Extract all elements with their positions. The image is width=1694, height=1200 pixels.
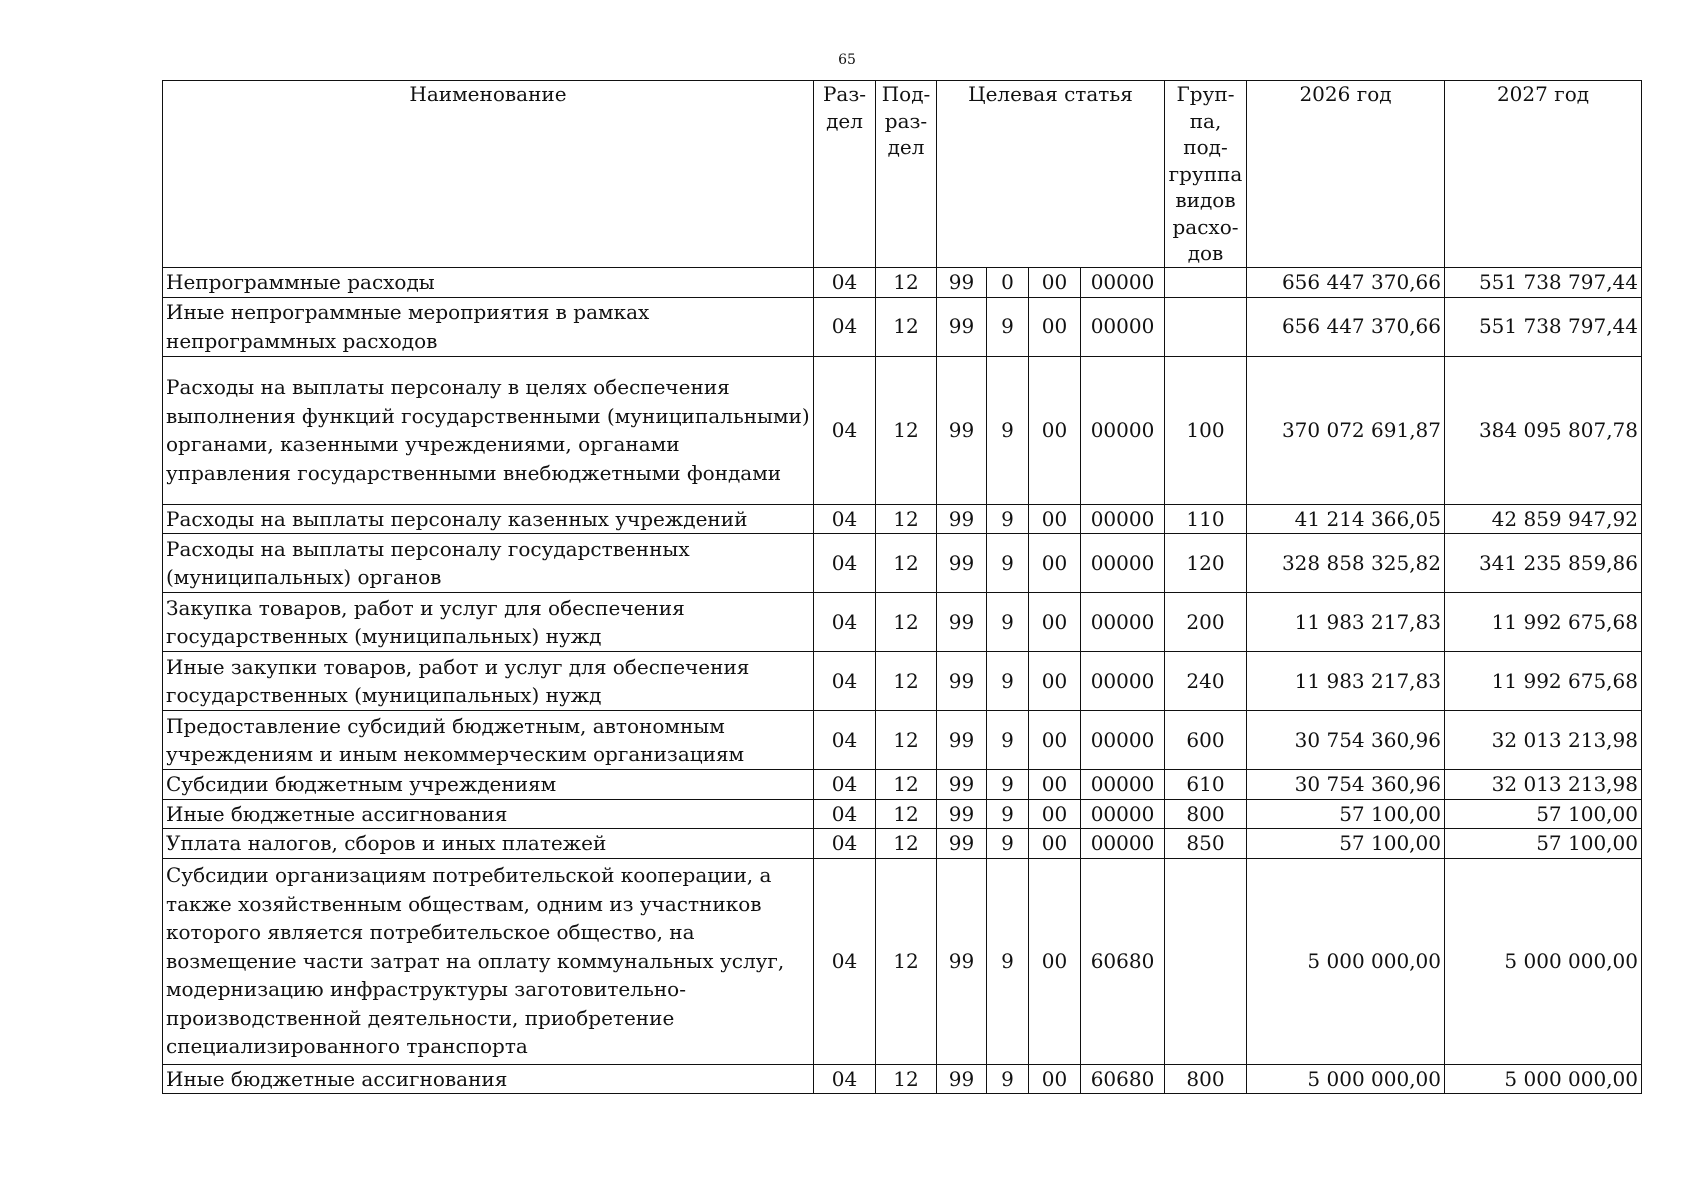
row-target-1: 99 bbox=[937, 652, 987, 711]
row-group: 800 bbox=[1165, 1064, 1247, 1094]
row-target-4: 00000 bbox=[1081, 711, 1165, 770]
row-group: 850 bbox=[1165, 829, 1247, 859]
row-target-1: 99 bbox=[937, 770, 987, 800]
row-podrazdel: 12 bbox=[876, 799, 937, 829]
table-row bbox=[163, 799, 1642, 829]
row-razdel: 04 bbox=[814, 504, 876, 534]
header-razdel: Раз- дел bbox=[814, 81, 876, 268]
header-2026: 2026 год bbox=[1247, 81, 1445, 268]
row-podrazdel: 12 bbox=[876, 858, 937, 1064]
row-target-1: 99 bbox=[937, 1064, 987, 1094]
row-name: Субсидии бюджетным учреждениям bbox=[163, 770, 814, 800]
row-razdel: 04 bbox=[814, 652, 876, 711]
row-2026: 30 754 360,96 bbox=[1247, 711, 1445, 770]
row-2026: 656 447 370,66 bbox=[1247, 297, 1445, 356]
table-row bbox=[163, 593, 1642, 652]
row-group bbox=[1165, 267, 1247, 297]
table-row bbox=[163, 504, 1642, 534]
table-header-row bbox=[163, 81, 1642, 268]
row-name: Иные бюджетные ассигнования bbox=[163, 799, 814, 829]
row-podrazdel: 12 bbox=[876, 770, 937, 800]
row-target-3: 00 bbox=[1029, 711, 1081, 770]
row-2026: 30 754 360,96 bbox=[1247, 770, 1445, 800]
row-target-4: 00000 bbox=[1081, 504, 1165, 534]
table-row bbox=[163, 858, 1642, 1064]
row-target-2: 9 bbox=[987, 1064, 1029, 1094]
row-name: Иные закупки товаров, работ и услуг для обеспечения государственных (муниципальных) нужд bbox=[163, 652, 814, 711]
row-podrazdel: 12 bbox=[876, 297, 937, 356]
row-target-1: 99 bbox=[937, 711, 987, 770]
table-row bbox=[163, 1064, 1642, 1094]
table-row bbox=[163, 356, 1642, 504]
row-2027: 11 992 675,68 bbox=[1445, 593, 1642, 652]
row-2027: 57 100,00 bbox=[1445, 829, 1642, 859]
row-target-4: 00000 bbox=[1081, 267, 1165, 297]
budget-table bbox=[162, 80, 1642, 1094]
row-2027: 42 859 947,92 bbox=[1445, 504, 1642, 534]
row-target-3: 00 bbox=[1029, 356, 1081, 504]
row-podrazdel: 12 bbox=[876, 356, 937, 504]
row-podrazdel: 12 bbox=[876, 829, 937, 859]
page-number: 65 bbox=[838, 52, 856, 68]
row-target-1: 99 bbox=[937, 858, 987, 1064]
row-2026: 57 100,00 bbox=[1247, 799, 1445, 829]
row-2026: 5 000 000,00 bbox=[1247, 1064, 1445, 1094]
row-podrazdel: 12 bbox=[876, 593, 937, 652]
row-2026: 370 072 691,87 bbox=[1247, 356, 1445, 504]
table-row bbox=[163, 652, 1642, 711]
row-target-2: 9 bbox=[987, 504, 1029, 534]
row-target-1: 99 bbox=[937, 267, 987, 297]
row-2026: 41 214 366,05 bbox=[1247, 504, 1445, 534]
row-target-2: 9 bbox=[987, 652, 1029, 711]
row-target-3: 00 bbox=[1029, 504, 1081, 534]
header-2027: 2027 год bbox=[1445, 81, 1642, 268]
header-podrazdel: Под- раз- дел bbox=[876, 81, 937, 268]
row-razdel: 04 bbox=[814, 267, 876, 297]
row-podrazdel: 12 bbox=[876, 711, 937, 770]
row-name: Расходы на выплаты персоналу в целях обеспечения выполнения функций государственными (муниципальными) органами, казенными учреждениями, органами управления государственными внебюджетными фондами bbox=[163, 356, 814, 504]
row-razdel: 04 bbox=[814, 858, 876, 1064]
row-2027: 11 992 675,68 bbox=[1445, 652, 1642, 711]
row-2027: 5 000 000,00 bbox=[1445, 858, 1642, 1064]
row-target-4: 00000 bbox=[1081, 770, 1165, 800]
header-group: Груп- па, под- группа видов расхо- дов bbox=[1165, 81, 1247, 268]
row-target-3: 00 bbox=[1029, 858, 1081, 1064]
row-podrazdel: 12 bbox=[876, 652, 937, 711]
row-target-1: 99 bbox=[937, 297, 987, 356]
row-target-3: 00 bbox=[1029, 652, 1081, 711]
row-razdel: 04 bbox=[814, 297, 876, 356]
row-target-4: 60680 bbox=[1081, 858, 1165, 1064]
row-group: 120 bbox=[1165, 534, 1247, 593]
row-target-3: 00 bbox=[1029, 267, 1081, 297]
row-target-2: 9 bbox=[987, 770, 1029, 800]
row-2027: 551 738 797,44 bbox=[1445, 297, 1642, 356]
row-target-1: 99 bbox=[937, 799, 987, 829]
table-row bbox=[163, 297, 1642, 356]
row-2027: 551 738 797,44 bbox=[1445, 267, 1642, 297]
row-target-2: 9 bbox=[987, 593, 1029, 652]
row-name: Закупка товаров, работ и услуг для обеспечения государственных (муниципальных) нужд bbox=[163, 593, 814, 652]
row-group bbox=[1165, 858, 1247, 1064]
row-target-2: 9 bbox=[987, 356, 1029, 504]
row-group: 200 bbox=[1165, 593, 1247, 652]
row-podrazdel: 12 bbox=[876, 534, 937, 593]
row-razdel: 04 bbox=[814, 829, 876, 859]
row-2026: 11 983 217,83 bbox=[1247, 593, 1445, 652]
table-row bbox=[163, 267, 1642, 297]
table-row bbox=[163, 770, 1642, 800]
row-name: Субсидии организациям потребительской кооперации, а также хозяйственным обществам, одним из участников которого является потребительское общество, на возмещение части затрат на оплату коммунальных услуг, модернизацию инфраструктуры заготовительно-производственной деятельности, приобретение специализированного транспорта bbox=[163, 858, 814, 1064]
row-2027: 57 100,00 bbox=[1445, 799, 1642, 829]
row-razdel: 04 bbox=[814, 1064, 876, 1094]
table-row bbox=[163, 711, 1642, 770]
row-group: 800 bbox=[1165, 799, 1247, 829]
row-group: 240 bbox=[1165, 652, 1247, 711]
row-group: 100 bbox=[1165, 356, 1247, 504]
row-target-3: 00 bbox=[1029, 770, 1081, 800]
row-podrazdel: 12 bbox=[876, 504, 937, 534]
row-target-3: 00 bbox=[1029, 799, 1081, 829]
row-razdel: 04 bbox=[814, 799, 876, 829]
row-name: Уплата налогов, сборов и иных платежей bbox=[163, 829, 814, 859]
row-razdel: 04 bbox=[814, 593, 876, 652]
row-group: 610 bbox=[1165, 770, 1247, 800]
row-target-3: 00 bbox=[1029, 593, 1081, 652]
row-2027: 32 013 213,98 bbox=[1445, 711, 1642, 770]
row-2027: 5 000 000,00 bbox=[1445, 1064, 1642, 1094]
row-target-2: 9 bbox=[987, 858, 1029, 1064]
row-target-2: 0 bbox=[987, 267, 1029, 297]
row-target-1: 99 bbox=[937, 829, 987, 859]
row-group: 110 bbox=[1165, 504, 1247, 534]
table-row bbox=[163, 534, 1642, 593]
row-name: Непрограммные расходы bbox=[163, 267, 814, 297]
row-razdel: 04 bbox=[814, 534, 876, 593]
row-razdel: 04 bbox=[814, 356, 876, 504]
row-2026: 328 858 325,82 bbox=[1247, 534, 1445, 593]
row-target-2: 9 bbox=[987, 534, 1029, 593]
row-target-1: 99 bbox=[937, 534, 987, 593]
row-2026: 5 000 000,00 bbox=[1247, 858, 1445, 1064]
row-target-4: 00000 bbox=[1081, 829, 1165, 859]
row-2027: 384 095 807,78 bbox=[1445, 356, 1642, 504]
row-target-4: 00000 bbox=[1081, 593, 1165, 652]
row-group bbox=[1165, 297, 1247, 356]
row-target-4: 00000 bbox=[1081, 652, 1165, 711]
row-2026: 57 100,00 bbox=[1247, 829, 1445, 859]
row-name: Расходы на выплаты персоналу казенных учреждений bbox=[163, 504, 814, 534]
row-target-1: 99 bbox=[937, 356, 987, 504]
row-razdel: 04 bbox=[814, 770, 876, 800]
row-target-4: 00000 bbox=[1081, 534, 1165, 593]
header-target: Целевая статья bbox=[937, 81, 1165, 268]
row-2027: 341 235 859,86 bbox=[1445, 534, 1642, 593]
header-name: Наименование bbox=[163, 81, 814, 268]
row-name: Предоставление субсидий бюджетным, автономным учреждениям и иным некоммерческим организациям bbox=[163, 711, 814, 770]
row-target-3: 00 bbox=[1029, 534, 1081, 593]
row-target-4: 60680 bbox=[1081, 1064, 1165, 1094]
row-2026: 656 447 370,66 bbox=[1247, 267, 1445, 297]
row-target-1: 99 bbox=[937, 593, 987, 652]
row-target-2: 9 bbox=[987, 711, 1029, 770]
row-target-3: 00 bbox=[1029, 1064, 1081, 1094]
row-group: 600 bbox=[1165, 711, 1247, 770]
row-target-4: 00000 bbox=[1081, 799, 1165, 829]
row-target-2: 9 bbox=[987, 297, 1029, 356]
row-target-4: 00000 bbox=[1081, 356, 1165, 504]
row-podrazdel: 12 bbox=[876, 267, 937, 297]
row-name: Иные бюджетные ассигнования bbox=[163, 1064, 814, 1094]
row-target-1: 99 bbox=[937, 504, 987, 534]
row-razdel: 04 bbox=[814, 711, 876, 770]
row-target-3: 00 bbox=[1029, 829, 1081, 859]
row-target-3: 00 bbox=[1029, 297, 1081, 356]
row-2026: 11 983 217,83 bbox=[1247, 652, 1445, 711]
row-target-2: 9 bbox=[987, 829, 1029, 859]
row-name: Расходы на выплаты персоналу государственных (муниципальных) органов bbox=[163, 534, 814, 593]
row-target-2: 9 bbox=[987, 799, 1029, 829]
row-2027: 32 013 213,98 bbox=[1445, 770, 1642, 800]
table-row bbox=[163, 829, 1642, 859]
row-name: Иные непрограммные мероприятия в рамках непрограммных расходов bbox=[163, 297, 814, 356]
row-podrazdel: 12 bbox=[876, 1064, 937, 1094]
row-target-4: 00000 bbox=[1081, 297, 1165, 356]
